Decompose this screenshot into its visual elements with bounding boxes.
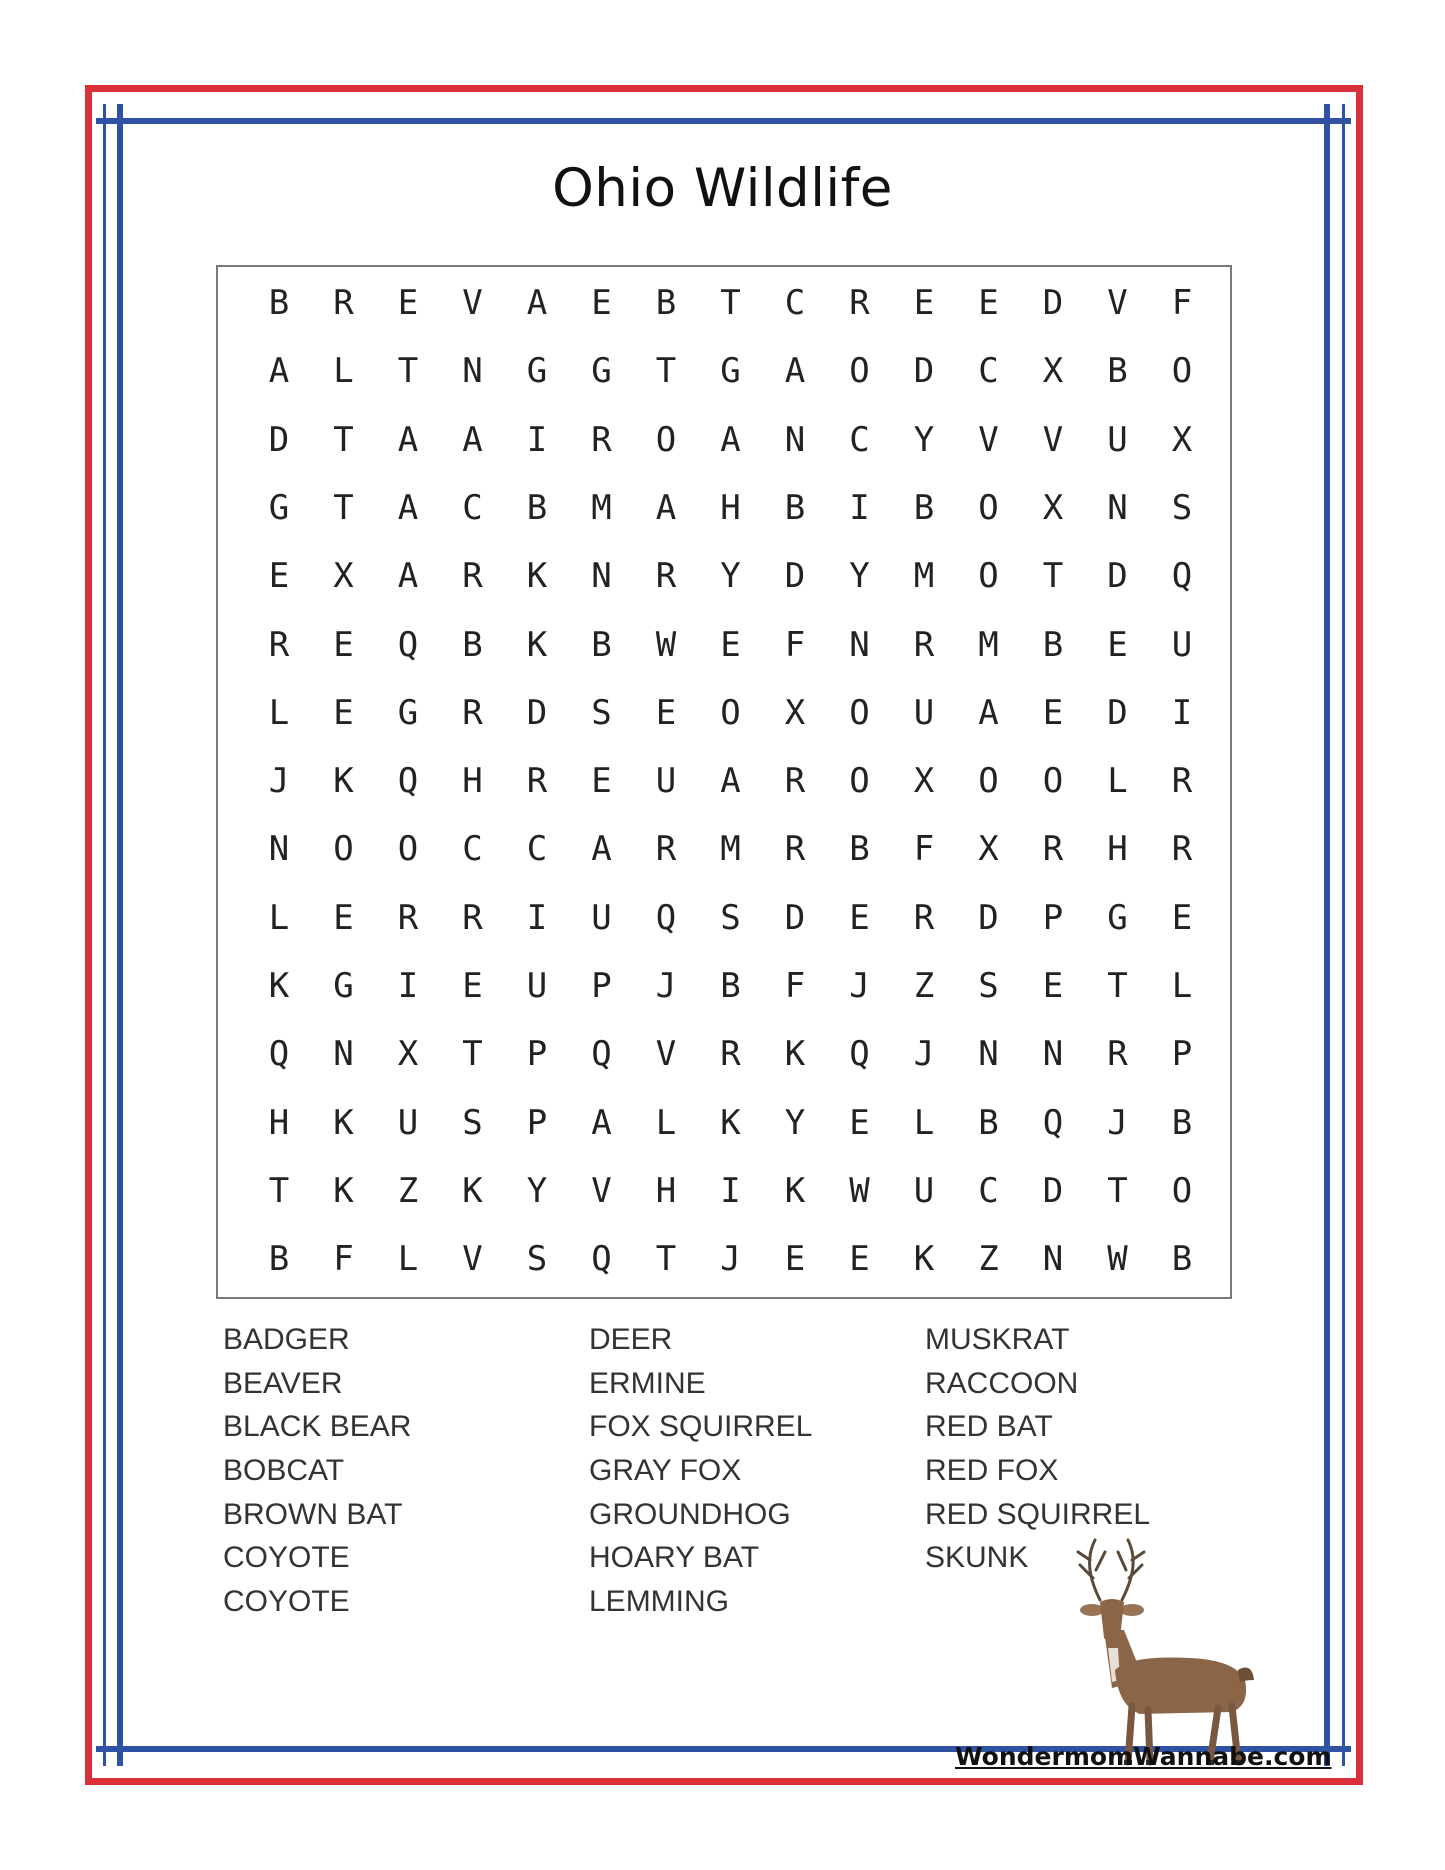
word-list-item: RED BAT	[925, 1410, 1053, 1444]
grid-row	[218, 620, 1230, 670]
grid-letter: R	[1042, 829, 1064, 870]
grid-letter: Q	[1042, 1102, 1064, 1143]
grid-letter: C	[978, 351, 999, 392]
grid-letter: J	[655, 966, 677, 1006]
grid-letter: S	[1171, 487, 1193, 528]
grid-letter: K	[333, 1170, 354, 1211]
grid-letter: L	[1107, 761, 1128, 802]
grid-letter: Z	[913, 966, 935, 1006]
grid-letter: O	[333, 829, 354, 870]
grid-letter: N	[462, 351, 483, 392]
grid-letter: C	[849, 419, 870, 460]
grid-letter: G	[526, 351, 548, 392]
grid-letter: T	[655, 351, 677, 392]
grid-letter: I	[526, 419, 548, 460]
grid-row	[218, 1098, 1230, 1148]
grid-letter: B	[784, 487, 806, 528]
grid-letter: N	[978, 1034, 999, 1075]
grid-letter: R	[397, 897, 419, 938]
grid-letter: A	[978, 692, 999, 733]
grid-letter: B	[526, 487, 548, 528]
grid-letter: O	[849, 692, 870, 733]
grid-letter: O	[978, 556, 999, 597]
grid-row	[218, 961, 1230, 1011]
grid-letter: N	[1107, 487, 1128, 528]
grid-letter: E	[333, 624, 354, 665]
blue-border-left	[117, 104, 123, 1766]
grid-letter: T	[333, 487, 354, 528]
grid-letter: U	[1107, 419, 1128, 460]
grid-letter: O	[978, 487, 999, 528]
grid-letter: V	[978, 419, 999, 460]
grid-letter: P	[526, 1034, 548, 1075]
grid-letter: H	[268, 1102, 290, 1143]
grid-letter: J	[720, 1239, 741, 1280]
grid-letter: R	[462, 556, 483, 597]
grid-letter: E	[591, 283, 612, 323]
grid-letter: E	[913, 283, 935, 323]
grid-letter: R	[462, 692, 483, 733]
grid-letter: R	[268, 624, 290, 665]
grid-letter: L	[655, 1102, 677, 1143]
grid-letter: W	[1107, 1239, 1128, 1280]
grid-letter: O	[655, 419, 677, 460]
word-list-item: FOX SQUIRREL	[589, 1410, 813, 1444]
grid-letter: P	[526, 1102, 548, 1143]
grid-row	[218, 1234, 1230, 1284]
grid-letter: U	[397, 1102, 419, 1143]
grid-letter: A	[720, 761, 741, 802]
grid-letter: L	[1171, 966, 1193, 1006]
word-list-column	[589, 1318, 812, 1624]
grid-letter: K	[913, 1239, 935, 1280]
grid-letter: E	[591, 761, 612, 802]
grid-letter: X	[784, 692, 806, 733]
grid-letter: S	[526, 1239, 548, 1280]
grid-letter: O	[397, 829, 419, 870]
grid-letter: N	[1042, 1034, 1064, 1075]
grid-letter: H	[655, 1170, 677, 1211]
grid-letter: D	[978, 897, 999, 938]
grid-letter: A	[397, 487, 419, 528]
grid-letter: W	[655, 624, 677, 665]
grid-row	[218, 346, 1230, 396]
grid-letter: X	[1042, 351, 1064, 392]
grid-letter: O	[1171, 351, 1193, 392]
grid-letter: A	[526, 283, 548, 323]
deer-icon	[1060, 1530, 1280, 1774]
grid-letter: H	[1107, 829, 1128, 870]
grid-letter: A	[591, 829, 612, 870]
grid-letter: K	[526, 624, 548, 665]
grid-letter: Y	[526, 1170, 548, 1211]
grid-row	[218, 1029, 1230, 1079]
word-list-item: BEAVER	[223, 1366, 343, 1400]
grid-letter: D	[784, 556, 806, 597]
blue-tick	[103, 104, 106, 1766]
grid-letter: A	[784, 351, 806, 392]
grid-letter: U	[655, 761, 677, 802]
grid-letter: L	[268, 692, 290, 733]
grid-letter: G	[720, 351, 741, 392]
grid-letter: X	[978, 829, 999, 870]
grid-letter: M	[591, 487, 612, 528]
grid-row	[218, 756, 1230, 806]
grid-letter: B	[1107, 351, 1128, 392]
grid-letter: V	[1107, 283, 1128, 323]
blue-tick	[1342, 104, 1345, 1766]
grid-letter: R	[655, 556, 677, 597]
grid-letter: N	[333, 1034, 354, 1075]
word-list-item: RED SQUIRREL	[925, 1497, 1151, 1531]
grid-letter: Q	[1171, 556, 1193, 597]
grid-letter: B	[268, 283, 290, 323]
grid-letter: R	[1171, 761, 1193, 802]
grid-letter: E	[1042, 966, 1064, 1006]
word-list-item: DEER	[589, 1323, 673, 1356]
grid-letter: E	[655, 692, 677, 733]
grid-letter: T	[333, 419, 354, 460]
grid-letter: Q	[849, 1034, 870, 1075]
grid-letter: D	[1107, 556, 1128, 597]
grid-letter: G	[591, 351, 612, 392]
grid-letter: X	[397, 1034, 419, 1075]
grid-letter: K	[333, 1102, 354, 1143]
grid-letter: D	[1107, 692, 1128, 733]
grid-letter: B	[1171, 1239, 1193, 1280]
grid-letter: X	[1171, 419, 1193, 460]
word-list-item: GRAY FOX	[589, 1454, 742, 1488]
grid-letter: U	[526, 966, 548, 1006]
grid-letter: I	[720, 1170, 741, 1211]
red-border-left	[85, 85, 92, 1785]
grid-letter: B	[720, 966, 741, 1006]
grid-letter: C	[462, 829, 483, 870]
word-list-item: BOBCAT	[223, 1454, 345, 1488]
word-list-item: COYOTE	[223, 1585, 350, 1619]
grid-letter: J	[849, 966, 870, 1006]
grid-letter: S	[462, 1102, 483, 1143]
grid-letter: P	[1042, 897, 1064, 938]
grid-letter: V	[591, 1170, 612, 1211]
grid-letter: R	[913, 624, 935, 665]
grid-letter: A	[397, 419, 419, 460]
grid-letter: T	[1107, 966, 1128, 1006]
grid-letter: D	[1042, 1170, 1064, 1211]
grid-letter: K	[526, 556, 548, 597]
red-border-right	[1356, 85, 1363, 1785]
word-list-item: ERMINE	[589, 1366, 706, 1400]
word-list-item: HOARY BAT	[589, 1541, 760, 1575]
grid-letter: G	[1107, 897, 1128, 938]
grid-letter: E	[784, 1239, 806, 1280]
grid-letter: R	[784, 829, 806, 870]
grid-letter: E	[1107, 624, 1128, 665]
grid-row	[218, 483, 1230, 533]
grid-letter: Q	[591, 1239, 612, 1280]
grid-letter: O	[1042, 761, 1064, 802]
grid-letter: F	[1171, 283, 1193, 323]
word-list-item: LEMMING	[589, 1585, 730, 1619]
grid-letter: N	[591, 556, 612, 597]
word-list-item: RED FOX	[925, 1454, 1059, 1488]
red-border-top	[85, 85, 1363, 92]
grid-letter: Y	[720, 556, 741, 597]
grid-letter: Y	[849, 556, 870, 597]
grid-letter: S	[720, 897, 741, 938]
grid-letter: V	[655, 1034, 677, 1075]
grid-letter: E	[978, 283, 999, 323]
grid-letter: F	[913, 829, 935, 870]
grid-letter: G	[397, 692, 419, 733]
grid-letter: E	[462, 966, 483, 1006]
grid-letter: R	[720, 1034, 741, 1075]
grid-letter: E	[849, 1239, 870, 1280]
grid-letter: T	[720, 283, 741, 323]
grid-row	[218, 824, 1230, 874]
grid-letter: T	[655, 1239, 677, 1280]
grid-letter: G	[333, 966, 354, 1006]
grid-letter: K	[784, 1034, 806, 1075]
grid-letter: R	[849, 283, 870, 323]
grid-letter: X	[1042, 487, 1064, 528]
grid-letter: E	[1042, 692, 1064, 733]
grid-row	[218, 415, 1230, 465]
grid-letter: S	[978, 966, 999, 1006]
grid-letter: B	[268, 1239, 290, 1280]
word-list-item: BADGER	[223, 1323, 350, 1356]
grid-letter: E	[268, 556, 290, 597]
grid-letter: A	[268, 351, 290, 392]
grid-letter: A	[591, 1102, 612, 1143]
word-list-column	[223, 1318, 411, 1624]
grid-letter: R	[1171, 829, 1193, 870]
grid-letter: K	[720, 1102, 741, 1143]
grid-letter: E	[333, 897, 354, 938]
grid-letter: N	[268, 829, 290, 870]
page-title: Ohio Wildlife	[552, 158, 893, 219]
grid-letter: I	[1171, 692, 1193, 733]
grid-letter: S	[591, 692, 612, 733]
grid-letter: O	[849, 761, 870, 802]
word-list-item: COYOTE	[223, 1541, 350, 1575]
grid-letter: Q	[268, 1034, 290, 1075]
grid-letter: O	[1171, 1170, 1193, 1211]
grid-letter: M	[913, 556, 935, 597]
grid-letter: T	[397, 351, 419, 392]
grid-letter: X	[913, 761, 935, 802]
grid-row	[218, 893, 1230, 943]
grid-letter: G	[268, 487, 290, 528]
blue-border-right	[1324, 104, 1330, 1766]
grid-letter: F	[784, 624, 806, 665]
grid-letter: R	[462, 897, 483, 938]
grid-letter: D	[526, 692, 548, 733]
grid-letter: L	[268, 897, 290, 938]
grid-letter: A	[720, 419, 741, 460]
word-list-item: RACCOON	[925, 1366, 1079, 1400]
grid-letter: P	[1171, 1034, 1193, 1075]
grid-letter: I	[397, 966, 419, 1006]
grid-letter: N	[849, 624, 870, 665]
grid-letter: N	[1042, 1239, 1064, 1280]
blue-border-top	[96, 118, 1351, 124]
word-list-item: BLACK BEAR	[223, 1410, 412, 1444]
grid-letter: E	[720, 624, 741, 665]
grid-letter: Q	[591, 1034, 612, 1075]
grid-letter: B	[591, 624, 612, 665]
grid-letter: F	[333, 1239, 354, 1280]
grid-letter: Q	[397, 624, 419, 665]
grid-letter: I	[526, 897, 548, 938]
grid-letter: B	[913, 487, 935, 528]
grid-letter: T	[462, 1034, 483, 1075]
grid-letter: T	[268, 1170, 290, 1211]
grid-letter: R	[526, 761, 548, 802]
grid-letter: A	[462, 419, 483, 460]
grid-letter: L	[397, 1239, 419, 1280]
red-border-bottom	[85, 1778, 1363, 1785]
word-list-item: BROWN BAT	[223, 1497, 403, 1531]
grid-letter: A	[655, 487, 677, 528]
grid-letter: N	[784, 419, 806, 460]
grid-letter: V	[462, 283, 483, 323]
grid-letter: C	[526, 829, 548, 870]
grid-letter: D	[913, 351, 935, 392]
grid-letter: T	[1042, 556, 1064, 597]
grid-letter: E	[397, 283, 419, 323]
grid-letter: R	[1107, 1034, 1128, 1075]
grid-letter: V	[462, 1239, 483, 1280]
grid-letter: W	[849, 1170, 870, 1211]
grid-letter: R	[913, 897, 935, 938]
grid-row	[218, 1166, 1230, 1216]
grid-row	[218, 688, 1230, 738]
grid-letter: R	[655, 829, 677, 870]
grid-letter: Z	[978, 1239, 999, 1280]
grid-letter: B	[978, 1102, 999, 1143]
grid-letter: R	[784, 761, 806, 802]
grid-letter: K	[784, 1170, 806, 1211]
grid-letter: O	[978, 761, 999, 802]
grid-letter: R	[333, 283, 354, 323]
grid-letter: U	[913, 692, 935, 733]
grid-letter: E	[849, 1102, 870, 1143]
grid-letter: T	[1107, 1170, 1128, 1211]
grid-letter: I	[849, 487, 870, 528]
grid-letter: U	[591, 897, 612, 938]
grid-row	[218, 278, 1230, 328]
grid-letter: L	[333, 351, 354, 392]
grid-letter: X	[333, 556, 354, 597]
grid-letter: J	[913, 1034, 935, 1075]
grid-letter: K	[462, 1170, 483, 1211]
grid-letter: B	[1171, 1102, 1193, 1143]
grid-letter: O	[849, 351, 870, 392]
grid-letter: P	[591, 966, 612, 1006]
grid-letter: J	[1107, 1102, 1128, 1143]
grid-letter: E	[333, 692, 354, 733]
grid-letter: K	[268, 966, 290, 1006]
grid-letter: D	[784, 897, 806, 938]
grid-letter: B	[462, 624, 483, 665]
grid-letter: U	[913, 1170, 935, 1211]
grid-letter: F	[784, 966, 806, 1006]
website-link[interactable]: WondermomWannabe.com	[955, 1742, 1332, 1771]
grid-letter: E	[1171, 897, 1193, 938]
grid-letter: M	[720, 829, 741, 870]
grid-letter: M	[978, 624, 999, 665]
word-list-item: MUSKRAT	[925, 1323, 1070, 1356]
grid-letter: Z	[397, 1170, 419, 1211]
grid-letter: C	[784, 283, 806, 323]
grid-letter: Y	[913, 419, 935, 460]
grid-letter: C	[978, 1170, 999, 1211]
grid-letter: Q	[397, 761, 419, 802]
grid-letter: R	[591, 419, 612, 460]
grid-letter: C	[462, 487, 483, 528]
grid-letter: J	[268, 761, 290, 802]
word-list-item: SKUNK	[925, 1541, 1029, 1575]
word-search-grid	[216, 265, 1232, 1299]
grid-letter: L	[913, 1102, 935, 1143]
grid-letter: H	[462, 761, 483, 802]
grid-letter: V	[1042, 419, 1064, 460]
grid-letter: D	[1042, 283, 1064, 323]
grid-letter: K	[333, 761, 354, 802]
grid-letter: O	[720, 692, 741, 733]
grid-letter: D	[268, 419, 290, 460]
grid-row	[218, 551, 1230, 601]
grid-letter: E	[849, 897, 870, 938]
grid-letter: B	[1042, 624, 1064, 665]
grid-letter: Q	[655, 897, 677, 938]
grid-letter: B	[655, 283, 677, 323]
grid-letter: H	[720, 487, 741, 528]
grid-letter: Y	[784, 1102, 806, 1143]
grid-letter: A	[397, 556, 419, 597]
grid-letter: B	[849, 829, 870, 870]
word-list-item: GROUNDHOG	[589, 1497, 791, 1531]
grid-letter: U	[1171, 624, 1193, 665]
